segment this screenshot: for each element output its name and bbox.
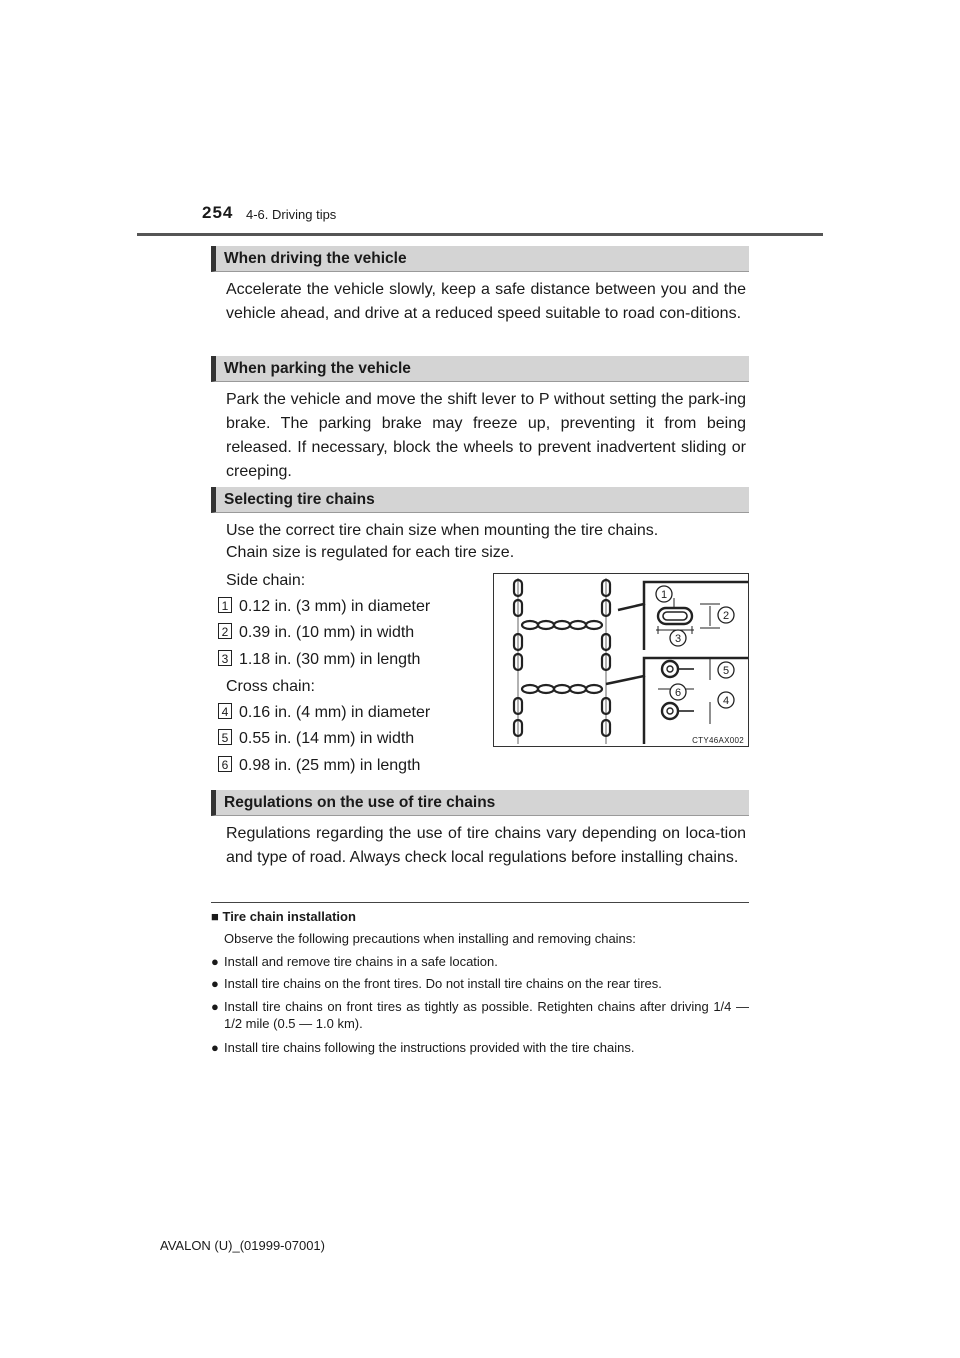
spec-number: 3	[218, 650, 232, 666]
list-item	[211, 998, 749, 1032]
spec-item-2	[218, 623, 414, 643]
square-bullet-icon: ■	[211, 909, 219, 924]
spec-number: 6	[218, 756, 232, 772]
tire-chain-diagram	[493, 573, 749, 747]
callout-label: 5	[722, 665, 730, 677]
spec-item-5	[218, 729, 414, 749]
tire-chain-illustration	[494, 574, 748, 746]
spec-text: 0.16 in. (4 mm) in diameter	[239, 704, 431, 721]
section-heading-parking: When parking the vehicle	[211, 356, 749, 382]
bullet-icon: ●	[211, 954, 219, 969]
side-chain-label: Side chain:	[226, 572, 306, 589]
spec-item-4	[218, 703, 430, 723]
spec-item-1	[218, 597, 430, 617]
spec-text: 0.39 in. (10 mm) in width	[239, 624, 415, 641]
regulations-text: Regulations regarding the use of tire chains vary depending on loca-tion and type of road. Always check local regulations before installing chains.	[226, 825, 746, 866]
bullet-text: Install and remove tire chains in a safe location.	[224, 954, 498, 969]
spec-item-3	[218, 650, 420, 670]
notes-rule	[211, 902, 749, 903]
bullet-icon: ●	[211, 999, 219, 1014]
spec-text: 0.12 in. (3 mm) in diameter	[239, 598, 431, 615]
chains-line-2: Chain size is regulated for each tire size.	[226, 544, 515, 561]
spec-text: 0.55 in. (14 mm) in width	[239, 730, 415, 747]
notes-title: Tire chain installation	[222, 909, 356, 924]
diagram-code: CTY46AX002	[692, 736, 744, 745]
spec-number: 5	[218, 729, 232, 745]
header-rule	[137, 233, 823, 236]
notes-intro: Observe the following precautions when installing and removing chains:	[224, 931, 636, 946]
section-heading-regulations: Regulations on the use of tire chains	[211, 790, 749, 816]
spec-text: 0.98 in. (25 mm) in length	[239, 757, 421, 774]
section-heading-chains: Selecting tire chains	[211, 487, 749, 513]
section-label: 4-6. Driving tips	[246, 207, 337, 222]
spec-number: 4	[218, 703, 232, 719]
spec-text: 1.18 in. (30 mm) in length	[239, 651, 421, 668]
spec-number: 2	[218, 623, 232, 639]
page-number: 254	[202, 203, 234, 222]
callout-label: 6	[674, 687, 682, 699]
spec-item-6	[218, 756, 420, 776]
bullet-icon: ●	[211, 976, 219, 991]
footer-model-code: AVALON (U)_(01999-07001)	[160, 1238, 325, 1253]
bullet-icon: ●	[211, 1040, 219, 1055]
bullet-text: Install tire chains on the front tires. Do not install tire chains on the rear tires.	[224, 976, 662, 991]
list-item	[211, 975, 749, 992]
callout-label: 1	[660, 589, 668, 601]
callout-label: 3	[674, 633, 682, 645]
bullet-text: Install tire chains following the instructions provided with the tire chains.	[224, 1040, 635, 1055]
callout-label: 2	[722, 610, 730, 622]
chains-line-1: Use the correct tire chain size when mounting the tire chains.	[226, 522, 659, 539]
list-item	[211, 953, 749, 970]
spec-number: 1	[218, 597, 232, 613]
notes-heading	[211, 909, 356, 924]
bullet-text: Install tire chains on front tires as tightly as possible. Retighten chains after driving 1/4 — 1/2 mile (0.5 — 1.0 km).	[224, 999, 749, 1031]
section-heading-driving: When driving the vehicle	[211, 246, 749, 272]
list-item	[211, 1039, 749, 1056]
cross-chain-label: Cross chain:	[226, 678, 315, 695]
parking-text: Park the vehicle and move the shift lever to P without setting the park-ing brake. The parking brake may freeze up, preventing it from being released. If necessary, block the wheels to prevent inadvertent sliding or creeping.	[226, 391, 746, 480]
driving-text: Accelerate the vehicle slowly, keep a safe distance between you and the vehicle ahead, and drive at a reduced speed suitable to road con-ditions.	[226, 281, 746, 322]
callout-label: 4	[722, 695, 730, 707]
